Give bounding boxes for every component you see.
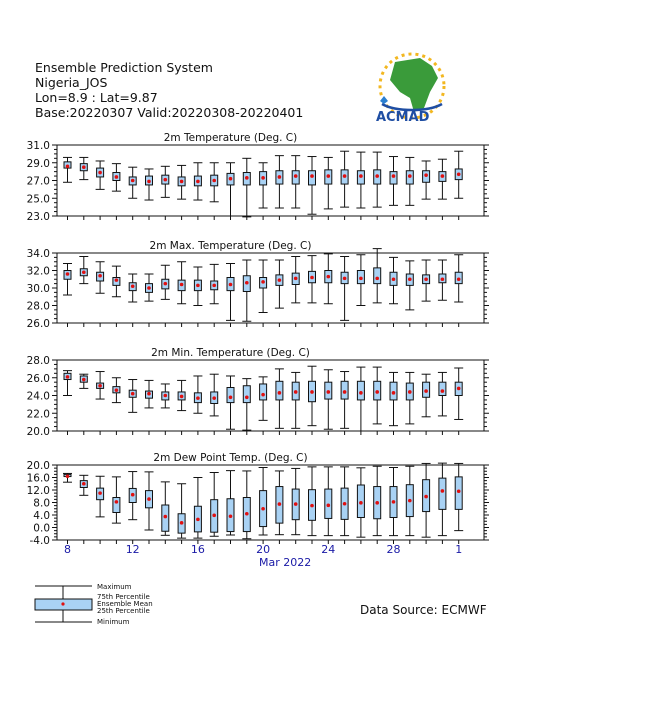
y-tick-label: 27.0 [26, 175, 50, 188]
mean-dot [115, 278, 119, 282]
mean-dot [359, 174, 363, 178]
y-tick-label: 28.0 [26, 355, 50, 367]
y-tick-label: 23.0 [26, 211, 50, 223]
y-tick-label: 28.0 [26, 300, 50, 313]
legend-mean-dot [61, 602, 64, 605]
mean-dot [180, 395, 184, 399]
legend-minimum-label: Minimum [97, 618, 130, 626]
x-tick-label: 12 [125, 543, 140, 556]
mean-dot [392, 391, 396, 395]
mean-dot [229, 283, 233, 287]
mean-dot [229, 177, 233, 181]
mean-dot [147, 180, 151, 184]
x-tick-label: 20 [256, 543, 271, 556]
iqr-box [439, 478, 446, 509]
x-axis-month-label: Mar 2022 [259, 556, 312, 569]
mean-dot [457, 387, 461, 391]
mean-dot [245, 395, 249, 399]
mean-dot [196, 396, 200, 400]
mean-dot [164, 515, 168, 519]
panel-title: 2m Min. Temperature (Deg. C) [151, 347, 310, 359]
mean-dot [441, 277, 445, 281]
y-tick-label: 31.0 [26, 140, 50, 152]
mean-dot [408, 174, 412, 178]
x-tick-label: 1 [455, 543, 463, 556]
mean-dot [261, 176, 265, 180]
panel-title: 2m Max. Temperature (Deg. C) [149, 240, 312, 252]
mean-dot [441, 489, 445, 493]
mean-dot [196, 518, 200, 522]
x-axis-tick-labels [64, 543, 462, 556]
mean-dot [131, 179, 135, 183]
mean-dot [261, 507, 265, 511]
mean-dot [310, 504, 314, 508]
x-tick-label: 24 [321, 543, 336, 556]
legend-mean-label: Ensemble Mean [97, 600, 153, 608]
mean-dot [131, 392, 135, 396]
mean-dot [408, 277, 412, 281]
mean-dot [408, 390, 412, 394]
iqr-box [455, 477, 462, 510]
mean-dot [82, 270, 86, 274]
mean-dot [343, 277, 347, 281]
mean-dot [457, 277, 461, 281]
mean-dot [441, 174, 445, 178]
legend [35, 583, 153, 626]
mean-dot [212, 396, 216, 400]
mean-dot [115, 175, 119, 179]
x-tick-label: 8 [64, 543, 71, 556]
mean-dot [359, 501, 363, 505]
mean-dot [424, 389, 428, 393]
y-tick-label: 16.0 [26, 472, 50, 485]
mean-dot [212, 284, 216, 288]
mean-dot [327, 174, 331, 178]
mean-dot [180, 283, 184, 287]
chart-panels [27, 132, 489, 547]
mean-dot [294, 174, 298, 178]
mean-dot [261, 280, 265, 284]
mean-dot [82, 165, 86, 169]
mean-dot [180, 180, 184, 184]
panel-frame [57, 360, 484, 431]
logo-text: ACMAD [376, 110, 430, 125]
mean-dot [457, 489, 461, 493]
mean-dot [82, 378, 86, 382]
y-tick-label: 12.0 [26, 485, 50, 497]
mean-dot [310, 174, 314, 178]
y-tick-label: 22.0 [26, 408, 50, 421]
mean-dot [294, 390, 298, 394]
mean-dot [98, 274, 102, 278]
mean-dot [66, 272, 70, 276]
mean-dot [180, 521, 184, 525]
y-tick-label: 0.0 [33, 522, 50, 535]
panel-frame [57, 145, 484, 216]
mean-dot [310, 390, 314, 394]
legend-p75-label: 75th Percentile [97, 593, 150, 601]
mean-dot [408, 499, 412, 503]
y-tick-label: 4.0 [33, 510, 50, 522]
y-tick-label: 20.0 [26, 426, 50, 438]
y-tick-label: 32.0 [26, 265, 50, 278]
mean-dot [82, 482, 86, 486]
mean-dot [359, 277, 363, 281]
mean-dot [327, 275, 331, 279]
mean-dot [278, 278, 282, 282]
header-line-4: Base:20220307 Valid:20220308-20220401 [35, 105, 304, 120]
mean-dot [229, 395, 233, 399]
mean-dot [147, 497, 151, 501]
mean-dot [343, 174, 347, 178]
iqr-box [276, 381, 283, 400]
mean-dot [164, 178, 168, 182]
mean-dot [392, 277, 396, 281]
header-line-2: Nigeria_JOS [35, 75, 108, 90]
africa-map-logo-icon [380, 54, 444, 118]
mean-dot [147, 286, 151, 290]
mean-dot [131, 284, 135, 288]
mean-dot [457, 172, 461, 176]
iqr-box [227, 388, 234, 403]
legend-p25-label: 25th Percentile [97, 607, 150, 615]
mean-dot [294, 502, 298, 506]
mean-dot [278, 175, 282, 179]
mean-dot [131, 493, 135, 497]
mean-dot [66, 474, 70, 478]
y-tick-label: 34.0 [26, 248, 50, 260]
x-tick-label: 16 [190, 543, 205, 556]
mean-dot [441, 389, 445, 393]
mean-dot [164, 282, 168, 286]
mean-dot [98, 171, 102, 175]
panel-frame [57, 465, 484, 540]
mean-dot [245, 512, 249, 516]
panel-4 [27, 452, 489, 547]
iqr-box [439, 382, 446, 395]
mean-dot [327, 504, 331, 508]
y-tick-label: 26.0 [26, 372, 50, 385]
mean-dot [310, 276, 314, 280]
y-tick-label: -4.0 [29, 535, 50, 547]
y-tick-label: 24.0 [26, 390, 50, 403]
mean-dot [66, 165, 70, 169]
mean-dot [278, 391, 282, 395]
mean-dot [196, 284, 200, 288]
data-source-label: Data Source: ECMWF [360, 603, 487, 617]
mean-dot [359, 391, 363, 395]
mean-dot [98, 491, 102, 495]
panel-3 [27, 347, 489, 438]
mean-dot [392, 500, 396, 504]
mean-dot [327, 390, 331, 394]
panel-frame [57, 253, 484, 323]
mean-dot [424, 495, 428, 499]
mean-dot [375, 390, 379, 394]
mean-dot [278, 502, 282, 506]
panel-title: 2m Temperature (Deg. C) [163, 132, 298, 144]
panel-title: 2m Dew Point Temp. (Deg. C) [153, 452, 308, 464]
mean-dot [375, 277, 379, 281]
iqr-box [357, 381, 364, 400]
mean-dot [147, 392, 151, 396]
header-line-1: Ensemble Prediction System [35, 60, 213, 75]
iqr-box [374, 268, 381, 284]
panel-1 [27, 132, 489, 223]
mean-dot [343, 502, 347, 506]
y-tick-label: 26.0 [26, 318, 50, 330]
x-tick-label: 28 [386, 543, 401, 556]
mean-dot [66, 375, 70, 379]
mean-dot [98, 384, 102, 388]
mean-dot [245, 176, 249, 180]
y-tick-label: 25.0 [26, 193, 50, 206]
mean-dot [343, 390, 347, 394]
legend-maximum-label: Maximum [97, 583, 132, 591]
y-tick-label: 20.0 [26, 460, 50, 472]
mean-dot [115, 500, 119, 504]
mean-dot [375, 501, 379, 505]
iqr-box [260, 384, 267, 400]
iqr-box [243, 386, 250, 403]
mean-dot [196, 180, 200, 184]
mean-dot [294, 277, 298, 281]
mean-dot [229, 514, 233, 518]
mean-dot [261, 393, 265, 397]
y-tick-label: 8.0 [33, 497, 50, 510]
mean-dot [212, 179, 216, 183]
y-tick-label: 29.0 [26, 157, 50, 170]
mean-dot [164, 394, 168, 398]
mean-dot [212, 514, 216, 518]
mean-dot [245, 281, 249, 285]
mean-dot [424, 173, 428, 177]
mean-dot [392, 174, 396, 178]
y-tick-label: 30.0 [26, 283, 50, 295]
panel-2 [27, 240, 489, 330]
iqr-box [113, 498, 120, 513]
mean-dot [424, 277, 428, 281]
header-line-3: Lon=8.9 : Lat=9.87 [35, 90, 158, 105]
mean-dot [115, 388, 119, 392]
mean-dot [375, 174, 379, 178]
